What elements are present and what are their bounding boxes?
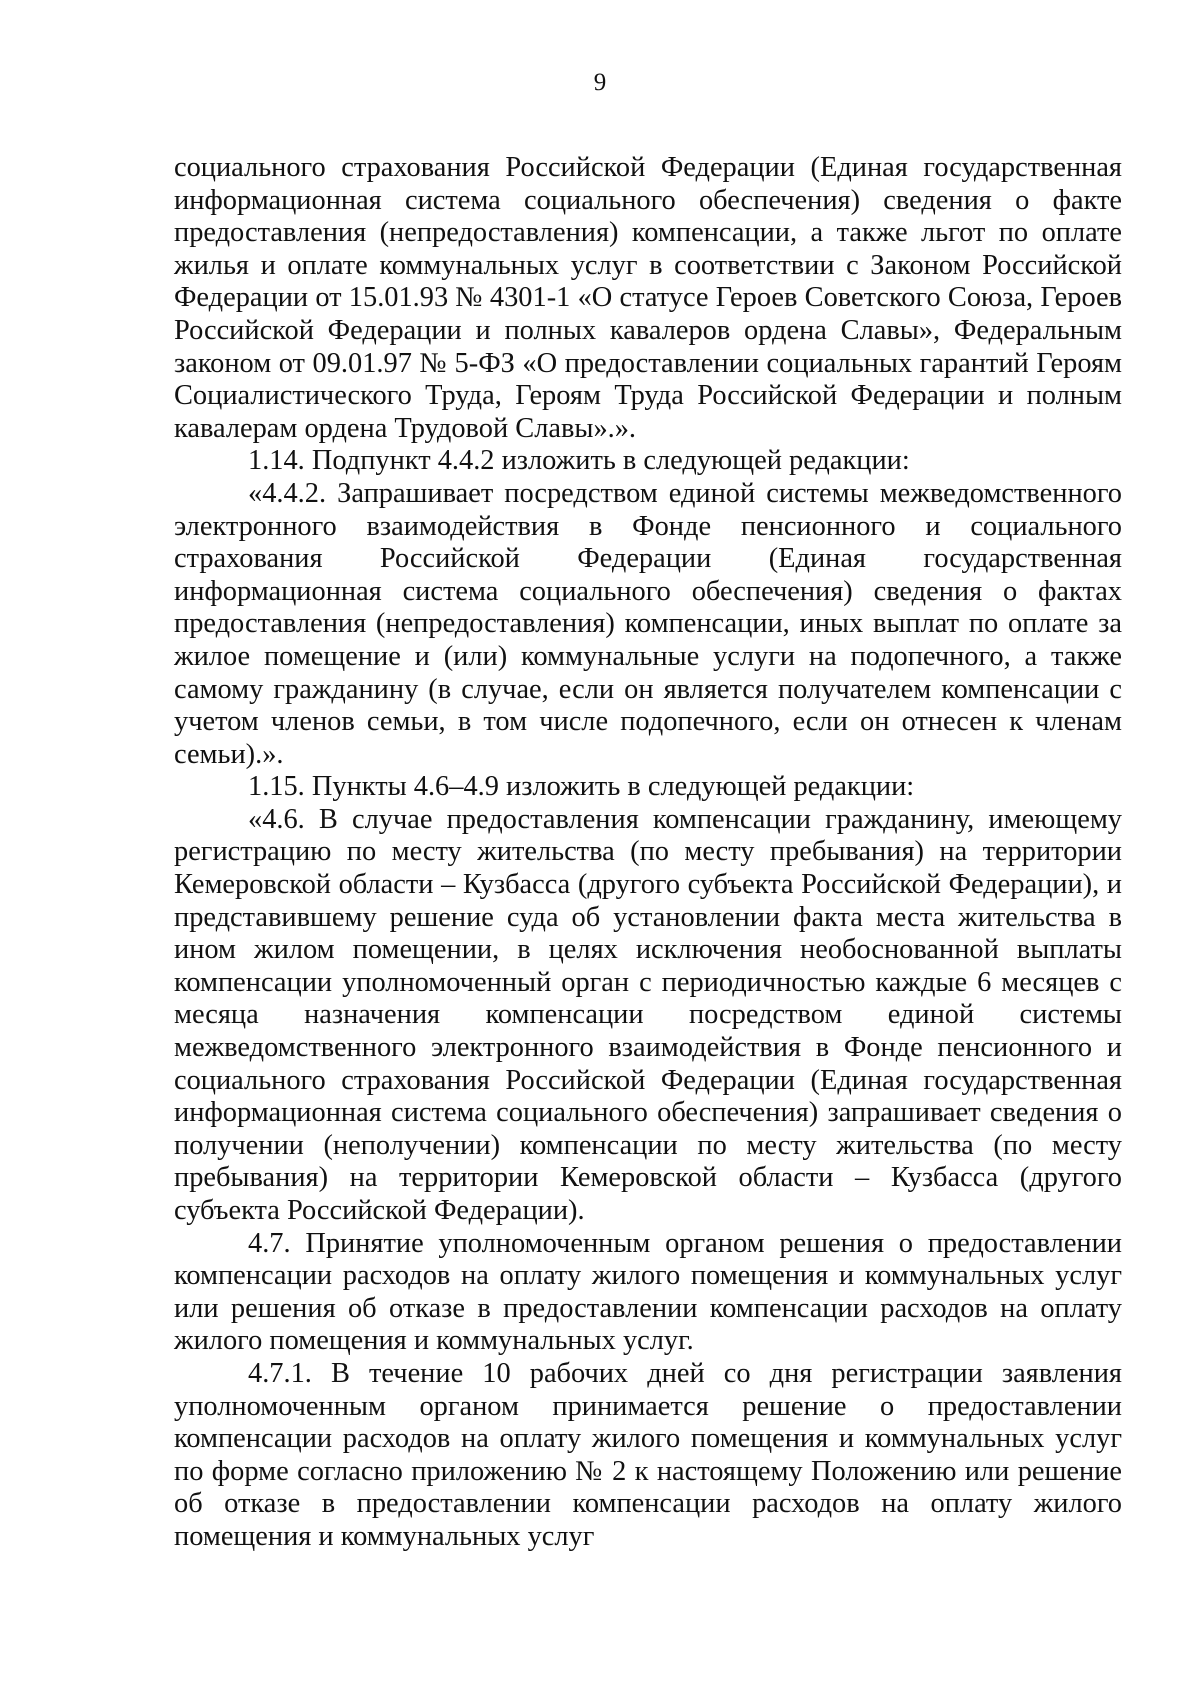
- paragraph-6: 4.7. Принятие уполномоченным органом решения о предоставлении компенсации расходов на оплату жилого помещения и коммунальных услуг или решения об отказе в предоставлении компенсации расходов на оплату жилого помещения и коммунальных услуг.: [174, 1227, 1122, 1357]
- paragraph-2: 1.14. Подпункт 4.4.2 изложить в следующей редакции:: [248, 445, 910, 477]
- page-number: 9: [593, 69, 607, 96]
- paragraph-4: 1.15. Пункты 4.6–4.9 изложить в следующей редакции:: [248, 771, 915, 803]
- paragraph-5: «4.6. В случае предоставления компенсации гражданину, имеющему регистрацию по месту жительства (по месту пребывания) на территории Кемеровской области – Кузбасса (другого субъекта Российской Федерации), и представившему решение суда об установлении факта места жительства в ином жилом помещении, в целях исключения необоснованной выплаты компенсации уполномоченный орган с периодичностью каждые 6 месяцев с месяца назначения компенсации посредством единой системы межведомственного электронного взаимодействия в Фонде пенсионного и социального страхования Российской Федерации (Единая государственная информационная система социального обеспечения) запрашивает сведения о получении (неполучении) компенсации по месту жительства (по месту пребывания) на территории Кемеровской области – Кузбасса (другого субъекта Российской Федерации).: [174, 803, 1122, 1226]
- paragraph-3: «4.4.2. Запрашивает посредством единой системы межведомственного электронного взаимодействия в Фонде пенсионного и социального страхования Российской Федерации (Единая государственная информационная система социального обеспечения) сведения о фактах предоставления (непредоставления) компенсации, иных выплат по оплате за жилое помещение и (или) коммунальные услуги на подопечного, а также самому гражданину (в случае, если он является получателем компенсации с учетом членов семьи, в том числе подопечного, если он отнесен к членам семьи).».: [174, 477, 1122, 770]
- paragraph-1: социального страхования Российской Федерации (Единая государственная информационная система социального обеспечения) сведения о факте предоставления (непредоставления) компенсации, а также льгот по оплате жилья и оплате коммунальных услуг в соответствии с Законом Российской Федерации от 15.01.93 № 4301-1 «О статусе Героев Советского Союза, Героев Российской Федерации и полных кавалеров ордена Славы», Федеральным законом от 09.01.97 № 5-ФЗ «О предоставлении социальных гарантий Героям Социалистического Труда, Героям Труда Российской Федерации и полным кавалерам ордена Трудовой Славы».».: [174, 152, 1122, 444]
- document-body: [174, 152, 1122, 1554]
- paragraph-7: 4.7.1. В течение 10 рабочих дней со дня регистрации заявления уполномоченным органом принимается решение о предоставлении компенсации расходов на оплату жилого помещения и коммунальных услуг по форме согласно приложению № 2 к настоящему Положению или решение об отказе в предоставлении компенсации расходов на оплату жилого помещения и коммунальных услуг: [174, 1357, 1122, 1552]
